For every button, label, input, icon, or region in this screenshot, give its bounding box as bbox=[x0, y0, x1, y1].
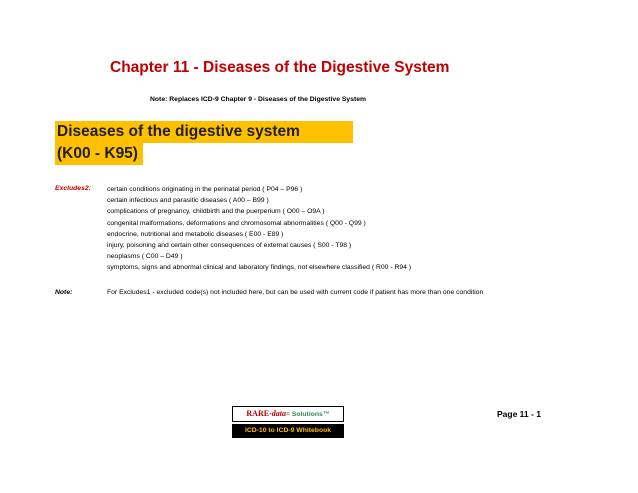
excludes2-label: Excludes2: bbox=[55, 185, 91, 192]
brand-data: data bbox=[271, 409, 286, 418]
whitebook-subtitle: ICD-10 to ICD-9 Whitebook bbox=[232, 424, 344, 438]
excludes2-item: symptoms, signs and abnormal clinical and laboratory findings, not elsewhere classified ( R00 - R94 ) bbox=[107, 264, 412, 272]
excludes2-item: certain conditions originating in the perinatal period ( P04 – P96 ) bbox=[107, 186, 303, 193]
excludes2-list bbox=[107, 184, 411, 274]
chapter-title: Chapter 11 - Diseases of the Digestive System bbox=[110, 59, 450, 76]
brand-solutions: = Solutions™ bbox=[285, 411, 330, 418]
section-title-line1: Diseases of the digestive system bbox=[55, 121, 353, 143]
page-number: Page 11 - 1 bbox=[497, 409, 541, 419]
section-title bbox=[55, 121, 353, 165]
brand-logo bbox=[232, 406, 344, 422]
excludes2-item: complications of pregnancy, childbirth and the puerperium ( O00 – O9A ) bbox=[107, 208, 325, 216]
brand-rare: RARE- bbox=[246, 409, 272, 418]
excludes2-item: endocrine, nutritional and metabolic diseases ( E00 - E89 ) bbox=[107, 230, 284, 238]
note-label: Note: bbox=[55, 289, 73, 296]
excludes2-item: certain infectious and parasitic diseases ( A00 – B99 ) bbox=[107, 197, 269, 205]
excludes2-item: neoplasms ( C00 – D49 ) bbox=[107, 253, 183, 261]
footer-logo bbox=[232, 406, 344, 438]
note-text: For Excludes1 - excluded code(s) not included here, but can be used with current code if patient has more than one condition bbox=[107, 289, 484, 296]
excludes2-item: congenital malformations, deformations and chromosomal abnormalities ( Q00 - Q99 ) bbox=[107, 219, 366, 227]
excludes2-item: injury, poisoning and certain other consequences of external causes ( S00 - T98 ) bbox=[107, 242, 352, 250]
replaces-note: Note: Replaces ICD-9 Chapter 9 - Diseases of the Digestive System bbox=[150, 96, 367, 103]
section-title-line2: (K00 - K95) bbox=[55, 143, 143, 165]
